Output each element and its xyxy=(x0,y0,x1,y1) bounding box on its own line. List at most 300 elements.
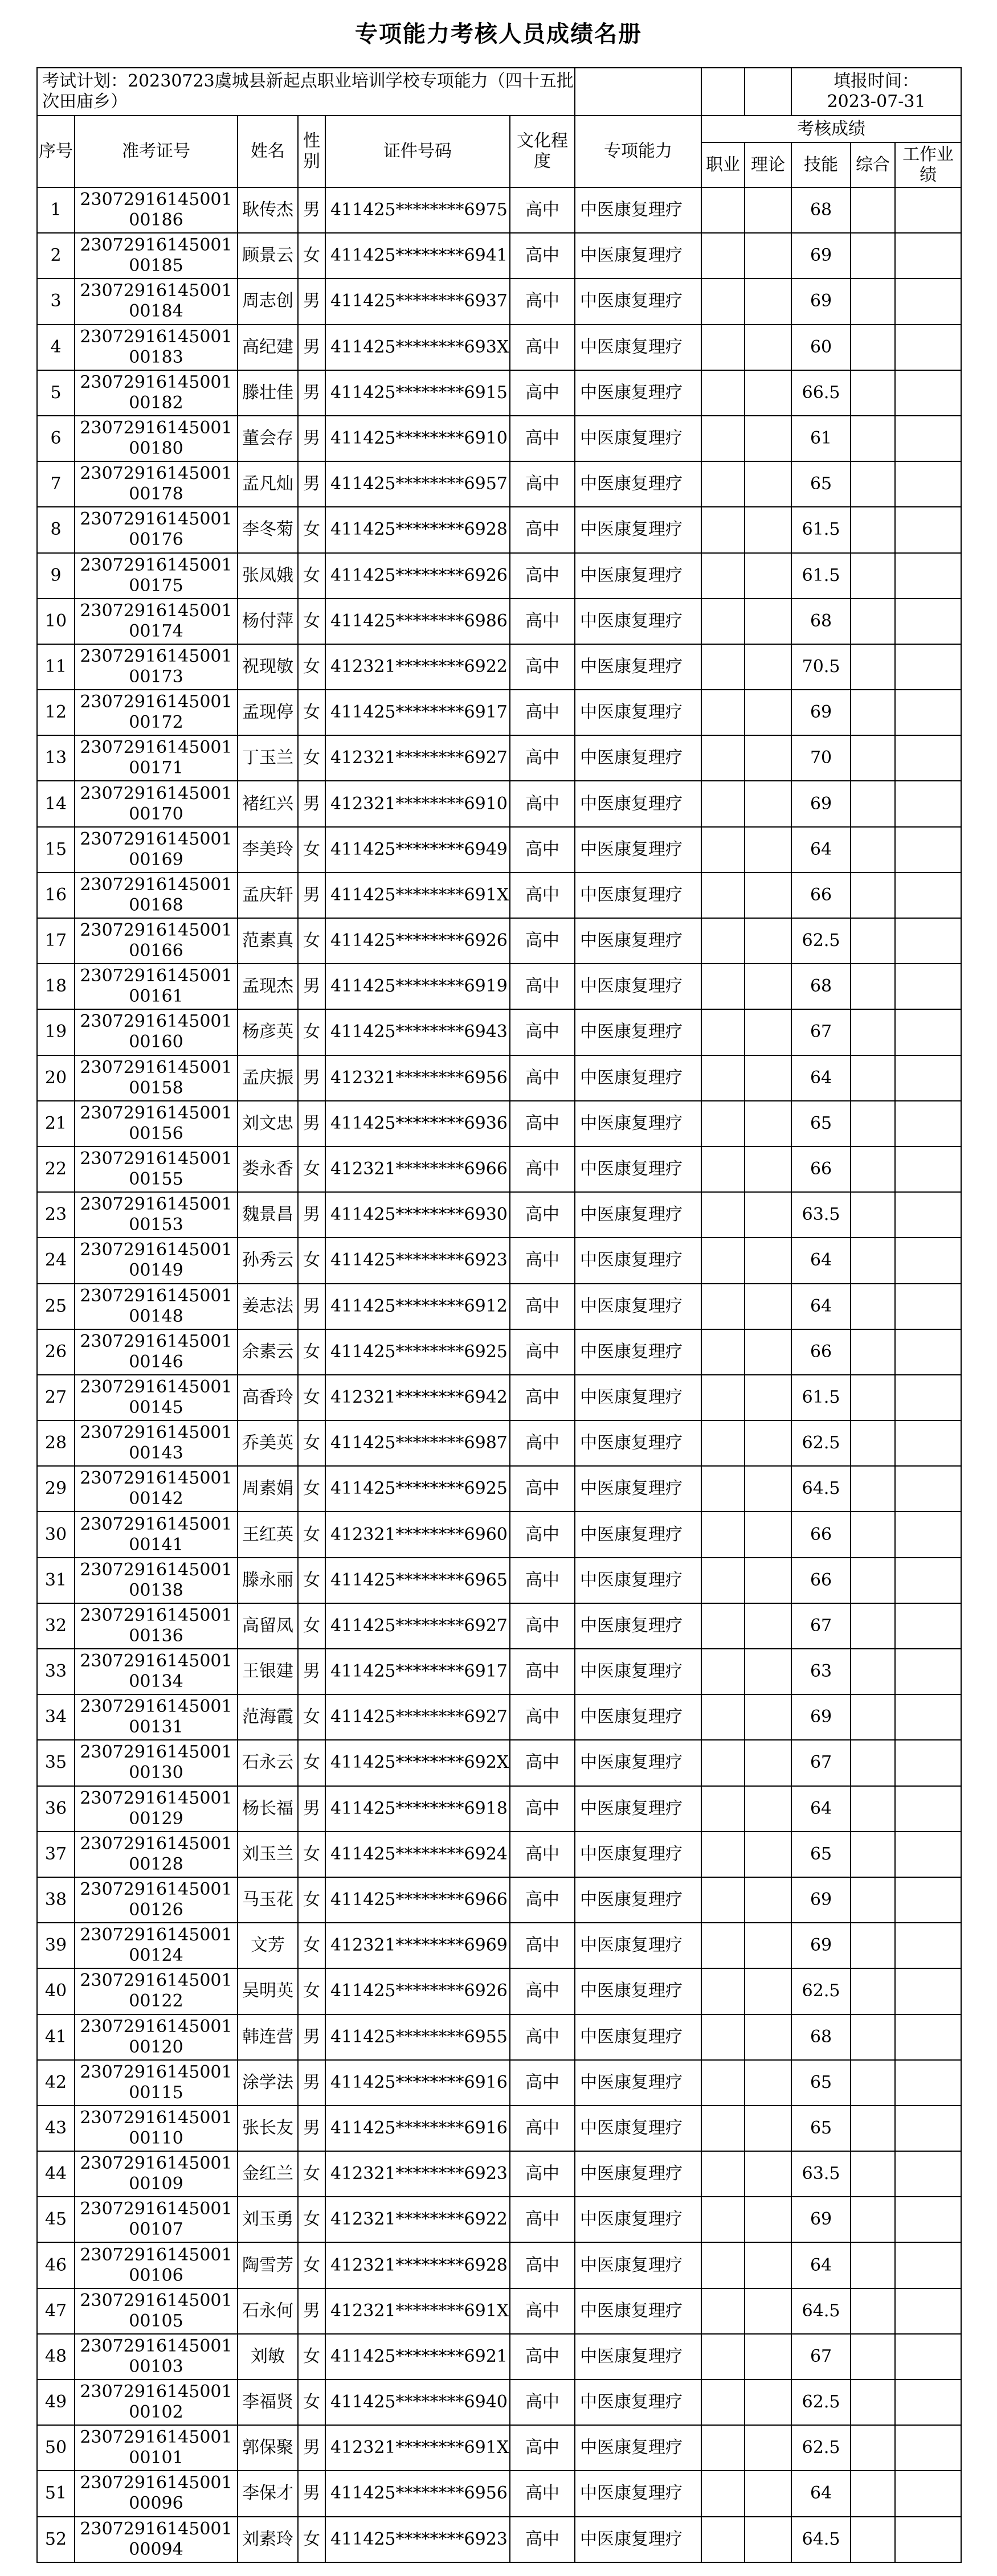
cell-technique: 62.5 xyxy=(791,2425,851,2471)
cell-name: 滕永丽 xyxy=(238,1558,298,1603)
cell-theory xyxy=(745,2014,791,2060)
cell-technique: 64.5 xyxy=(791,1466,851,1512)
table-row xyxy=(37,233,961,279)
cell-name: 余素云 xyxy=(238,1329,298,1375)
cell-work-performance xyxy=(895,233,961,279)
cell-theory xyxy=(745,781,791,826)
cell-exam-no: 2307291614500100161 xyxy=(75,964,238,1009)
cell-name: 范素真 xyxy=(238,918,298,964)
cell-name: 刘文忠 xyxy=(238,1101,298,1146)
cell-exam-no: 2307291614500100136 xyxy=(75,1603,238,1649)
cell-occupation xyxy=(701,2242,745,2288)
cell-seq: 43 xyxy=(37,2106,75,2151)
cell-comprehensive xyxy=(851,2471,895,2516)
cell-education: 高中 xyxy=(510,1649,575,1694)
cell-education: 高中 xyxy=(510,325,575,370)
cell-technique: 62.5 xyxy=(791,918,851,964)
cell-seq: 10 xyxy=(37,599,75,644)
cell-education: 高中 xyxy=(510,553,575,599)
cell-comprehensive xyxy=(851,2242,895,2288)
cell-id-no: 411425********692X xyxy=(325,1740,510,1785)
cell-technique: 66 xyxy=(791,1558,851,1603)
cell-seq: 29 xyxy=(37,1466,75,1512)
cell-comprehensive xyxy=(851,461,895,507)
cell-comprehensive xyxy=(851,279,895,324)
cell-technique: 60 xyxy=(791,325,851,370)
cell-name: 董会存 xyxy=(238,416,298,461)
cell-education: 高中 xyxy=(510,1009,575,1055)
cell-comprehensive xyxy=(851,1512,895,1557)
cell-id-no: 411425********6917 xyxy=(325,1649,510,1694)
cell-comprehensive xyxy=(851,2517,895,2562)
cell-seq: 48 xyxy=(37,2334,75,2380)
cell-name: 石永云 xyxy=(238,1740,298,1785)
cell-theory xyxy=(745,873,791,918)
cell-theory xyxy=(745,325,791,370)
cell-work-performance xyxy=(895,2288,961,2334)
cell-skill: 中医康复理疗 xyxy=(575,918,701,964)
cell-seq: 12 xyxy=(37,690,75,735)
cell-gender: 男 xyxy=(298,1649,325,1694)
cell-occupation xyxy=(701,2471,745,2516)
cell-comprehensive xyxy=(851,1923,895,1968)
cell-occupation xyxy=(701,2106,745,2151)
cell-theory xyxy=(745,1420,791,1466)
cell-exam-no: 2307291614500100170 xyxy=(75,781,238,826)
cell-theory xyxy=(745,1923,791,1968)
cell-exam-no: 2307291614500100122 xyxy=(75,1968,238,2014)
cell-theory xyxy=(745,1466,791,1512)
cell-id-no: 411425********6930 xyxy=(325,1192,510,1238)
header-work-performance: 工作业绩 xyxy=(895,142,961,187)
score-table xyxy=(36,67,962,2563)
cell-gender: 女 xyxy=(298,1923,325,1968)
cell-gender: 女 xyxy=(298,1146,325,1192)
cell-occupation xyxy=(701,1329,745,1375)
cell-skill: 中医康复理疗 xyxy=(575,2060,701,2106)
cell-technique: 63 xyxy=(791,1649,851,1694)
table-row xyxy=(37,461,961,507)
table-row xyxy=(37,690,961,735)
cell-gender: 女 xyxy=(298,1466,325,1512)
cell-skill: 中医康复理疗 xyxy=(575,325,701,370)
cell-work-performance xyxy=(895,2151,961,2197)
cell-exam-no: 2307291614500100124 xyxy=(75,1923,238,1968)
cell-theory xyxy=(745,370,791,416)
cell-seq: 19 xyxy=(37,1009,75,1055)
cell-technique: 65 xyxy=(791,2060,851,2106)
cell-gender: 男 xyxy=(298,2425,325,2471)
cell-comprehensive xyxy=(851,1968,895,2014)
table-row xyxy=(37,1329,961,1375)
table-row xyxy=(37,2060,961,2106)
table-row xyxy=(37,1923,961,1968)
cell-seq: 5 xyxy=(37,370,75,416)
cell-id-no: 412321********6922 xyxy=(325,2197,510,2242)
cell-exam-no: 2307291614500100156 xyxy=(75,1101,238,1146)
cell-exam-no: 2307291614500100131 xyxy=(75,1694,238,1740)
cell-work-performance xyxy=(895,2471,961,2516)
cell-education: 高中 xyxy=(510,1284,575,1329)
cell-comprehensive xyxy=(851,1329,895,1375)
cell-technique: 68 xyxy=(791,599,851,644)
cell-comprehensive xyxy=(851,690,895,735)
header-education: 文化程度 xyxy=(510,116,575,187)
cell-technique: 61.5 xyxy=(791,1375,851,1420)
cell-occupation xyxy=(701,2151,745,2197)
cell-id-no: 411425********6923 xyxy=(325,1238,510,1283)
cell-technique: 64 xyxy=(791,2471,851,2516)
cell-id-no: 411425********6924 xyxy=(325,1832,510,1877)
cell-work-performance xyxy=(895,416,961,461)
cell-skill: 中医康复理疗 xyxy=(575,2014,701,2060)
cell-id-no: 412321********6942 xyxy=(325,1375,510,1420)
cell-technique: 66 xyxy=(791,1146,851,1192)
cell-work-performance xyxy=(895,964,961,1009)
cell-seq: 41 xyxy=(37,2014,75,2060)
cell-id-no: 411425********6910 xyxy=(325,416,510,461)
cell-theory xyxy=(745,1192,791,1238)
cell-work-performance xyxy=(895,1284,961,1329)
cell-technique: 67 xyxy=(791,2334,851,2380)
cell-gender: 女 xyxy=(298,735,325,781)
cell-occupation xyxy=(701,187,745,233)
table-row xyxy=(37,1968,961,2014)
cell-theory xyxy=(745,2425,791,2471)
cell-theory xyxy=(745,1877,791,1923)
table-row xyxy=(37,1284,961,1329)
cell-id-no: 411425********6926 xyxy=(325,918,510,964)
table-row xyxy=(37,1877,961,1923)
cell-exam-no: 2307291614500100128 xyxy=(75,1832,238,1877)
cell-comprehensive xyxy=(851,1649,895,1694)
cell-occupation xyxy=(701,1466,745,1512)
cell-id-no: 411425********6926 xyxy=(325,553,510,599)
cell-technique: 65 xyxy=(791,461,851,507)
cell-theory xyxy=(745,1284,791,1329)
cell-occupation xyxy=(701,873,745,918)
cell-name: 祝现敏 xyxy=(238,644,298,690)
cell-gender: 女 xyxy=(298,599,325,644)
cell-technique: 62.5 xyxy=(791,1968,851,2014)
cell-education: 高中 xyxy=(510,187,575,233)
cell-technique: 63.5 xyxy=(791,2151,851,2197)
table-row xyxy=(37,507,961,552)
cell-name: 王红英 xyxy=(238,1512,298,1557)
cell-exam-no: 2307291614500100186 xyxy=(75,187,238,233)
cell-work-performance xyxy=(895,918,961,964)
cell-skill: 中医康复理疗 xyxy=(575,1512,701,1557)
cell-occupation xyxy=(701,918,745,964)
cell-gender: 女 xyxy=(298,1603,325,1649)
cell-occupation xyxy=(701,599,745,644)
cell-technique: 69 xyxy=(791,781,851,826)
cell-technique: 66 xyxy=(791,873,851,918)
cell-name: 杨付萍 xyxy=(238,599,298,644)
cell-seq: 1 xyxy=(37,187,75,233)
cell-work-performance xyxy=(895,2425,961,2471)
cell-skill: 中医康复理疗 xyxy=(575,690,701,735)
cell-skill: 中医康复理疗 xyxy=(575,461,701,507)
header-score-group: 考核成绩 xyxy=(701,116,961,142)
cell-id-no: 411425********6956 xyxy=(325,2471,510,2516)
cell-theory xyxy=(745,964,791,1009)
cell-education: 高中 xyxy=(510,2014,575,2060)
cell-gender: 女 xyxy=(298,2380,325,2425)
cell-skill: 中医康复理疗 xyxy=(575,1329,701,1375)
cell-education: 高中 xyxy=(510,827,575,873)
cell-name: 滕壮佳 xyxy=(238,370,298,416)
cell-id-no: 411425********6986 xyxy=(325,599,510,644)
cell-occupation xyxy=(701,1877,745,1923)
cell-exam-no: 2307291614500100109 xyxy=(75,2151,238,2197)
cell-work-performance xyxy=(895,1603,961,1649)
cell-education: 高中 xyxy=(510,2197,575,2242)
cell-skill: 中医康复理疗 xyxy=(575,1192,701,1238)
cell-skill: 中医康复理疗 xyxy=(575,1694,701,1740)
cell-skill: 中医康复理疗 xyxy=(575,507,701,552)
cell-work-performance xyxy=(895,1512,961,1557)
cell-technique: 64 xyxy=(791,1055,851,1101)
cell-exam-no: 2307291614500100178 xyxy=(75,461,238,507)
cell-seq: 15 xyxy=(37,827,75,873)
cell-work-performance xyxy=(895,279,961,324)
cell-gender: 男 xyxy=(298,370,325,416)
cell-name: 孟庆振 xyxy=(238,1055,298,1101)
cell-theory xyxy=(745,1101,791,1146)
cell-skill: 中医康复理疗 xyxy=(575,1284,701,1329)
cell-seq: 30 xyxy=(37,1512,75,1557)
cell-id-no: 411425********6926 xyxy=(325,1968,510,2014)
cell-skill: 中医康复理疗 xyxy=(575,233,701,279)
cell-seq: 28 xyxy=(37,1420,75,1466)
cell-comprehensive xyxy=(851,1603,895,1649)
cell-occupation xyxy=(701,370,745,416)
cell-name: 娄永香 xyxy=(238,1146,298,1192)
cell-occupation xyxy=(701,553,745,599)
table-row xyxy=(37,964,961,1009)
cell-theory xyxy=(745,2106,791,2151)
cell-occupation xyxy=(701,1740,745,1785)
cell-theory xyxy=(745,553,791,599)
cell-comprehensive xyxy=(851,2334,895,2380)
cell-theory xyxy=(745,1055,791,1101)
cell-occupation xyxy=(701,2197,745,2242)
cell-name: 耿传杰 xyxy=(238,187,298,233)
cell-theory xyxy=(745,2380,791,2425)
cell-id-no: 411425********6940 xyxy=(325,2380,510,2425)
cell-skill: 中医康复理疗 xyxy=(575,1101,701,1146)
table-row xyxy=(37,599,961,644)
cell-comprehensive xyxy=(851,1832,895,1877)
cell-skill: 中医康复理疗 xyxy=(575,781,701,826)
cell-education: 高中 xyxy=(510,2425,575,2471)
cell-seq: 36 xyxy=(37,1786,75,1832)
cell-seq: 20 xyxy=(37,1055,75,1101)
cell-theory xyxy=(745,1146,791,1192)
cell-theory xyxy=(745,1740,791,1785)
cell-work-performance xyxy=(895,1740,961,1785)
table-row xyxy=(37,1238,961,1283)
cell-skill: 中医康复理疗 xyxy=(575,2334,701,2380)
cell-skill: 中医康复理疗 xyxy=(575,1238,701,1283)
cell-exam-no: 2307291614500100106 xyxy=(75,2242,238,2288)
cell-exam-no: 2307291614500100120 xyxy=(75,2014,238,2060)
cell-comprehensive xyxy=(851,1877,895,1923)
cell-occupation xyxy=(701,416,745,461)
cell-technique: 61 xyxy=(791,416,851,461)
cell-education: 高中 xyxy=(510,233,575,279)
cell-exam-no: 2307291614500100126 xyxy=(75,1877,238,1923)
cell-name: 郭保聚 xyxy=(238,2425,298,2471)
cell-exam-no: 2307291614500100094 xyxy=(75,2517,238,2562)
cell-technique: 69 xyxy=(791,690,851,735)
cell-exam-no: 2307291614500100145 xyxy=(75,1375,238,1420)
cell-seq: 11 xyxy=(37,644,75,690)
cell-gender: 女 xyxy=(298,2151,325,2197)
cell-name: 顾景云 xyxy=(238,233,298,279)
cell-education: 高中 xyxy=(510,2288,575,2334)
cell-education: 高中 xyxy=(510,1329,575,1375)
cell-seq: 16 xyxy=(37,873,75,918)
cell-name: 杨长福 xyxy=(238,1786,298,1832)
cell-comprehensive xyxy=(851,644,895,690)
cell-id-no: 411425********6927 xyxy=(325,1694,510,1740)
page-title: 专项能力考核人员成绩名册 xyxy=(355,21,642,47)
cell-id-no: 411425********6917 xyxy=(325,690,510,735)
cell-occupation xyxy=(701,1694,745,1740)
cell-skill: 中医康复理疗 xyxy=(575,1649,701,1694)
cell-skill: 中医康复理疗 xyxy=(575,2380,701,2425)
cell-name: 高香玲 xyxy=(238,1375,298,1420)
cell-seq: 38 xyxy=(37,1877,75,1923)
cell-id-no: 411425********6923 xyxy=(325,2517,510,2562)
cell-id-no: 412321********6923 xyxy=(325,2151,510,2197)
cell-exam-no: 2307291614500100183 xyxy=(75,325,238,370)
cell-gender: 男 xyxy=(298,1192,325,1238)
cell-name: 李福贤 xyxy=(238,2380,298,2425)
cell-skill: 中医康复理疗 xyxy=(575,1968,701,2014)
table-row xyxy=(37,1192,961,1238)
cell-technique: 62.5 xyxy=(791,2380,851,2425)
cell-work-performance xyxy=(895,2380,961,2425)
cell-name: 张凤娥 xyxy=(238,553,298,599)
table-row xyxy=(37,918,961,964)
cell-exam-no: 2307291614500100134 xyxy=(75,1649,238,1694)
cell-exam-no: 2307291614500100138 xyxy=(75,1558,238,1603)
table-row xyxy=(37,279,961,324)
cell-skill: 中医康复理疗 xyxy=(575,1375,701,1420)
cell-exam-no: 2307291614500100115 xyxy=(75,2060,238,2106)
cell-occupation xyxy=(701,964,745,1009)
plan-blank-cell xyxy=(701,68,745,116)
table-row xyxy=(37,1101,961,1146)
cell-name: 刘敏 xyxy=(238,2334,298,2380)
cell-seq: 34 xyxy=(37,1694,75,1740)
cell-id-no: 411425********6966 xyxy=(325,1877,510,1923)
cell-theory xyxy=(745,1512,791,1557)
header-technique: 技能 xyxy=(791,142,851,187)
cell-name: 文芳 xyxy=(238,1923,298,1968)
cell-seq: 40 xyxy=(37,1968,75,2014)
cell-id-no: 411425********6916 xyxy=(325,2060,510,2106)
cell-name: 陶雪芳 xyxy=(238,2242,298,2288)
cell-theory xyxy=(745,1649,791,1694)
cell-comprehensive xyxy=(851,2425,895,2471)
cell-theory xyxy=(745,1009,791,1055)
table-row xyxy=(37,2197,961,2242)
cell-seq: 27 xyxy=(37,1375,75,1420)
cell-occupation xyxy=(701,1101,745,1146)
cell-education: 高中 xyxy=(510,873,575,918)
cell-id-no: 411425********6916 xyxy=(325,2106,510,2151)
cell-seq: 14 xyxy=(37,781,75,826)
cell-education: 高中 xyxy=(510,1512,575,1557)
cell-name: 孟庆轩 xyxy=(238,873,298,918)
cell-technique: 67 xyxy=(791,1740,851,1785)
table-row xyxy=(37,827,961,873)
cell-theory xyxy=(745,599,791,644)
cell-name: 高留凤 xyxy=(238,1603,298,1649)
cell-id-no: 412321********6966 xyxy=(325,1146,510,1192)
cell-id-no: 411425********6927 xyxy=(325,1603,510,1649)
cell-occupation xyxy=(701,781,745,826)
cell-gender: 女 xyxy=(298,918,325,964)
cell-id-no: 411425********6928 xyxy=(325,507,510,552)
cell-technique: 64 xyxy=(791,1238,851,1283)
cell-theory xyxy=(745,187,791,233)
cell-theory xyxy=(745,2288,791,2334)
cell-skill: 中医康复理疗 xyxy=(575,2288,701,2334)
table-row xyxy=(37,1558,961,1603)
cell-exam-no: 2307291614500100158 xyxy=(75,1055,238,1101)
cell-comprehensive xyxy=(851,599,895,644)
cell-exam-no: 2307291614500100148 xyxy=(75,1284,238,1329)
cell-education: 高中 xyxy=(510,1694,575,1740)
cell-theory xyxy=(745,2060,791,2106)
cell-education: 高中 xyxy=(510,1832,575,1877)
cell-comprehensive xyxy=(851,187,895,233)
cell-skill: 中医康复理疗 xyxy=(575,2197,701,2242)
cell-seq: 18 xyxy=(37,964,75,1009)
cell-technique: 69 xyxy=(791,1694,851,1740)
cell-occupation xyxy=(701,2288,745,2334)
table-row xyxy=(37,2471,961,2516)
cell-gender: 男 xyxy=(298,279,325,324)
cell-skill: 中医康复理疗 xyxy=(575,416,701,461)
cell-comprehensive xyxy=(851,1009,895,1055)
cell-name: 刘玉勇 xyxy=(238,2197,298,2242)
plan-blank-cell xyxy=(575,68,701,116)
cell-seq: 4 xyxy=(37,325,75,370)
cell-occupation xyxy=(701,2380,745,2425)
cell-id-no: 411425********6943 xyxy=(325,1009,510,1055)
cell-skill: 中医康复理疗 xyxy=(575,1055,701,1101)
cell-work-performance xyxy=(895,1009,961,1055)
cell-exam-no: 2307291614500100169 xyxy=(75,827,238,873)
cell-work-performance xyxy=(895,827,961,873)
table-row xyxy=(37,1740,961,1785)
header-occupation: 职业 xyxy=(701,142,745,187)
cell-seq: 3 xyxy=(37,279,75,324)
cell-name: 王银建 xyxy=(238,1649,298,1694)
cell-comprehensive xyxy=(851,416,895,461)
cell-seq: 39 xyxy=(37,1923,75,1968)
cell-comprehensive xyxy=(851,2151,895,2197)
cell-seq: 31 xyxy=(37,1558,75,1603)
table-row xyxy=(37,873,961,918)
cell-name: 金红兰 xyxy=(238,2151,298,2197)
